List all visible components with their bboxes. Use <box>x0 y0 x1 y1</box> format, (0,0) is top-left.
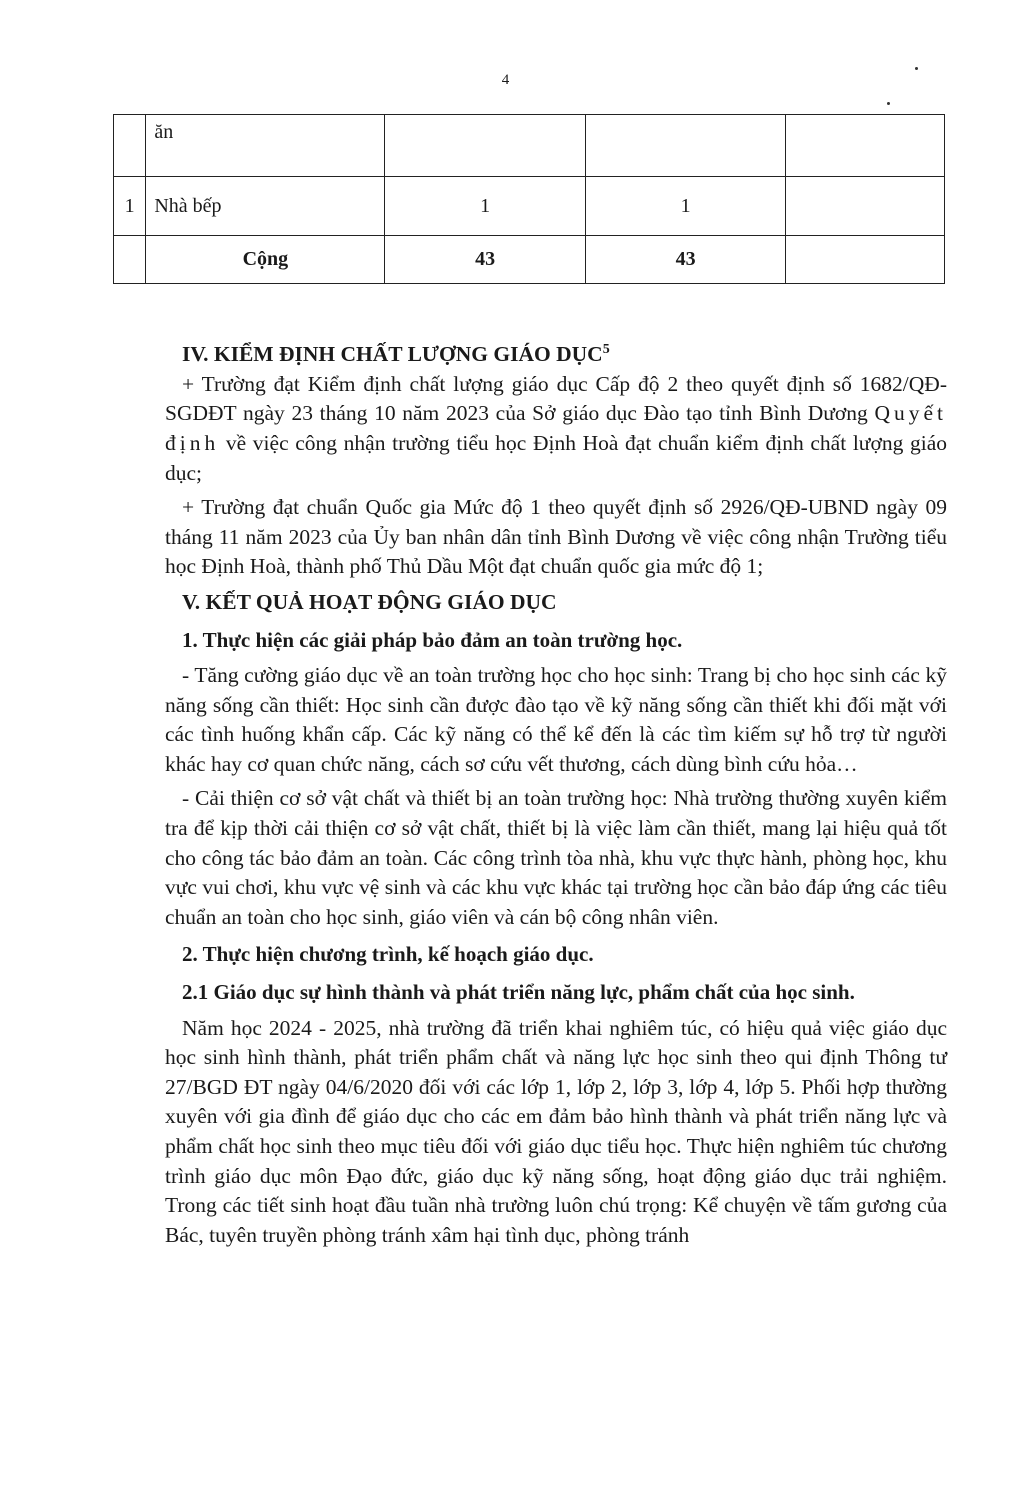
scan-speck <box>887 102 890 105</box>
subsection-2-heading: 2. Thực hiện chương trình, kế hoạch giáo dục. <box>182 942 594 967</box>
table-row <box>114 115 945 177</box>
row-col4 <box>786 177 945 236</box>
table-row <box>114 177 945 236</box>
scan-speck <box>915 67 918 70</box>
row-item: ăn <box>146 115 385 177</box>
total-empty-cell <box>786 236 945 284</box>
total-label: Cộng <box>146 236 385 284</box>
row-item: Nhà bếp <box>146 177 385 236</box>
table-total-row <box>114 236 945 284</box>
row-col4 <box>786 115 945 177</box>
row-col3 <box>585 115 785 177</box>
row-col3: 1 <box>585 177 785 236</box>
total-empty-cell <box>114 236 146 284</box>
document-body <box>165 335 947 1250</box>
subsection-1-paragraph-2: - Cải thiện cơ sở vật chất và thiết bị an toàn trường học: Nhà trường thường xuyên kiểm tra để kịp thời cải thiện cơ sở vật chất, thiết bị là việc làm cần thiết, mang lại hiệu quả tốt cho công tác bảo đảm an toàn. Các công trình tòa nhà, khu vực thực hành, phòng học, khu vực vui chơi, khu vực vệ sinh và các khu vực khác tại trường học cần bảo đáp ứng các tiêu chuẩn an toàn cho học sinh, giáo viên và cán bộ công nhân viên. <box>165 786 947 929</box>
subsection-1-paragraph-1: - Tăng cường giáo dục về an toàn trường học cho học sinh: Trang bị cho học sinh các kỹ năng sống cần thiết: Học sinh cần được đào tạo về kỹ năng sống cần thiết khi đối mặt với các tình huống khẩn cấp. Các kỹ năng có thể kể đến là các tìm kiếm sự hỗ trợ từ người khác hay cơ quan chức năng, cách sơ cứu vết thương, cách dùng bình cứu hỏa… <box>165 663 947 776</box>
section-4-paragraph-2: + Trường đạt chuẩn Quốc gia Mức độ 1 theo quyết định số 2926/QĐ-UBND ngày 09 tháng 11 năm 2023 của Ủy ban nhân dân tỉnh Bình Dương về việc công nhận Trường tiểu học Định Hoà, thành phố Thủ Dầu Một đạt chuẩn quốc gia mức độ 1; <box>165 495 947 579</box>
row-number <box>114 115 146 177</box>
row-number: 1 <box>114 177 146 236</box>
section-4-heading: IV. KIỂM ĐỊNH CHẤT LƯỢNG GIÁO DỤC$^5$ <box>182 342 610 367</box>
subsection-2-1-heading: 2.1 Giáo dục sự hình thành và phát triển năng lực, phẩm chất của học sinh. <box>182 980 855 1005</box>
total-col3: 43 <box>585 236 785 284</box>
subsection-2-1-paragraph-1: Năm học 2024 - 2025, nhà trường đã triển khai nghiêm túc, có hiệu quả việc giáo dục học sinh hình thành, phát triển phẩm chất và năng lực học sinh theo qui định Thông tư 27/BGD ĐT ngày 04/6/2020 đối với các lớp 1, lớp 2, lớp 3, lớp 4, lớp 5. Phối hợp thường xuyên với gia đình để giáo dục cho các em đảm bảo hình thành và phát triển năng lực và phẩm chất học sinh theo mục tiêu đối với giáo dục tiểu học. Thực hiện nghiêm túc chương trình giáo dục môn Đạo đức, giáo dục kỹ năng sống, hoạt động giáo dục trải nghiệm. Trong các tiết sinh hoạt đầu tuần nhà trường luôn chú trọng: Kể chuyện về tấm gương của Bác, tuyên truyền phòng tránh xâm hại tình dục, phòng tránh <box>165 1015 947 1247</box>
section-4-paragraph-1: + Trường đạt Kiểm định chất lượng giáo dục Cấp độ 2 theo quyết định số 1682/QĐ-SGDĐT ngày 23 tháng 10 năm 2023 của Sở giáo dục Đào tạo tỉnh Bình Dương Quyết định về việc công nhận trường tiểu học Định Hoà đạt chuẩn kiểm định chất lượng giáo dục; <box>165 371 947 485</box>
facility-table <box>113 114 945 284</box>
page-number: 4 <box>501 72 510 88</box>
row-col2: 1 <box>385 177 585 236</box>
subsection-1-heading: 1. Thực hiện các giải pháp bảo đảm an toàn trường học. <box>182 627 683 652</box>
row-col2 <box>385 115 585 177</box>
section-5-heading: V. KẾT QUẢ HOẠT ĐỘNG GIÁO DỤC <box>182 589 557 614</box>
total-col2: 43 <box>385 236 585 284</box>
footnote-marker: 5 <box>602 342 610 357</box>
